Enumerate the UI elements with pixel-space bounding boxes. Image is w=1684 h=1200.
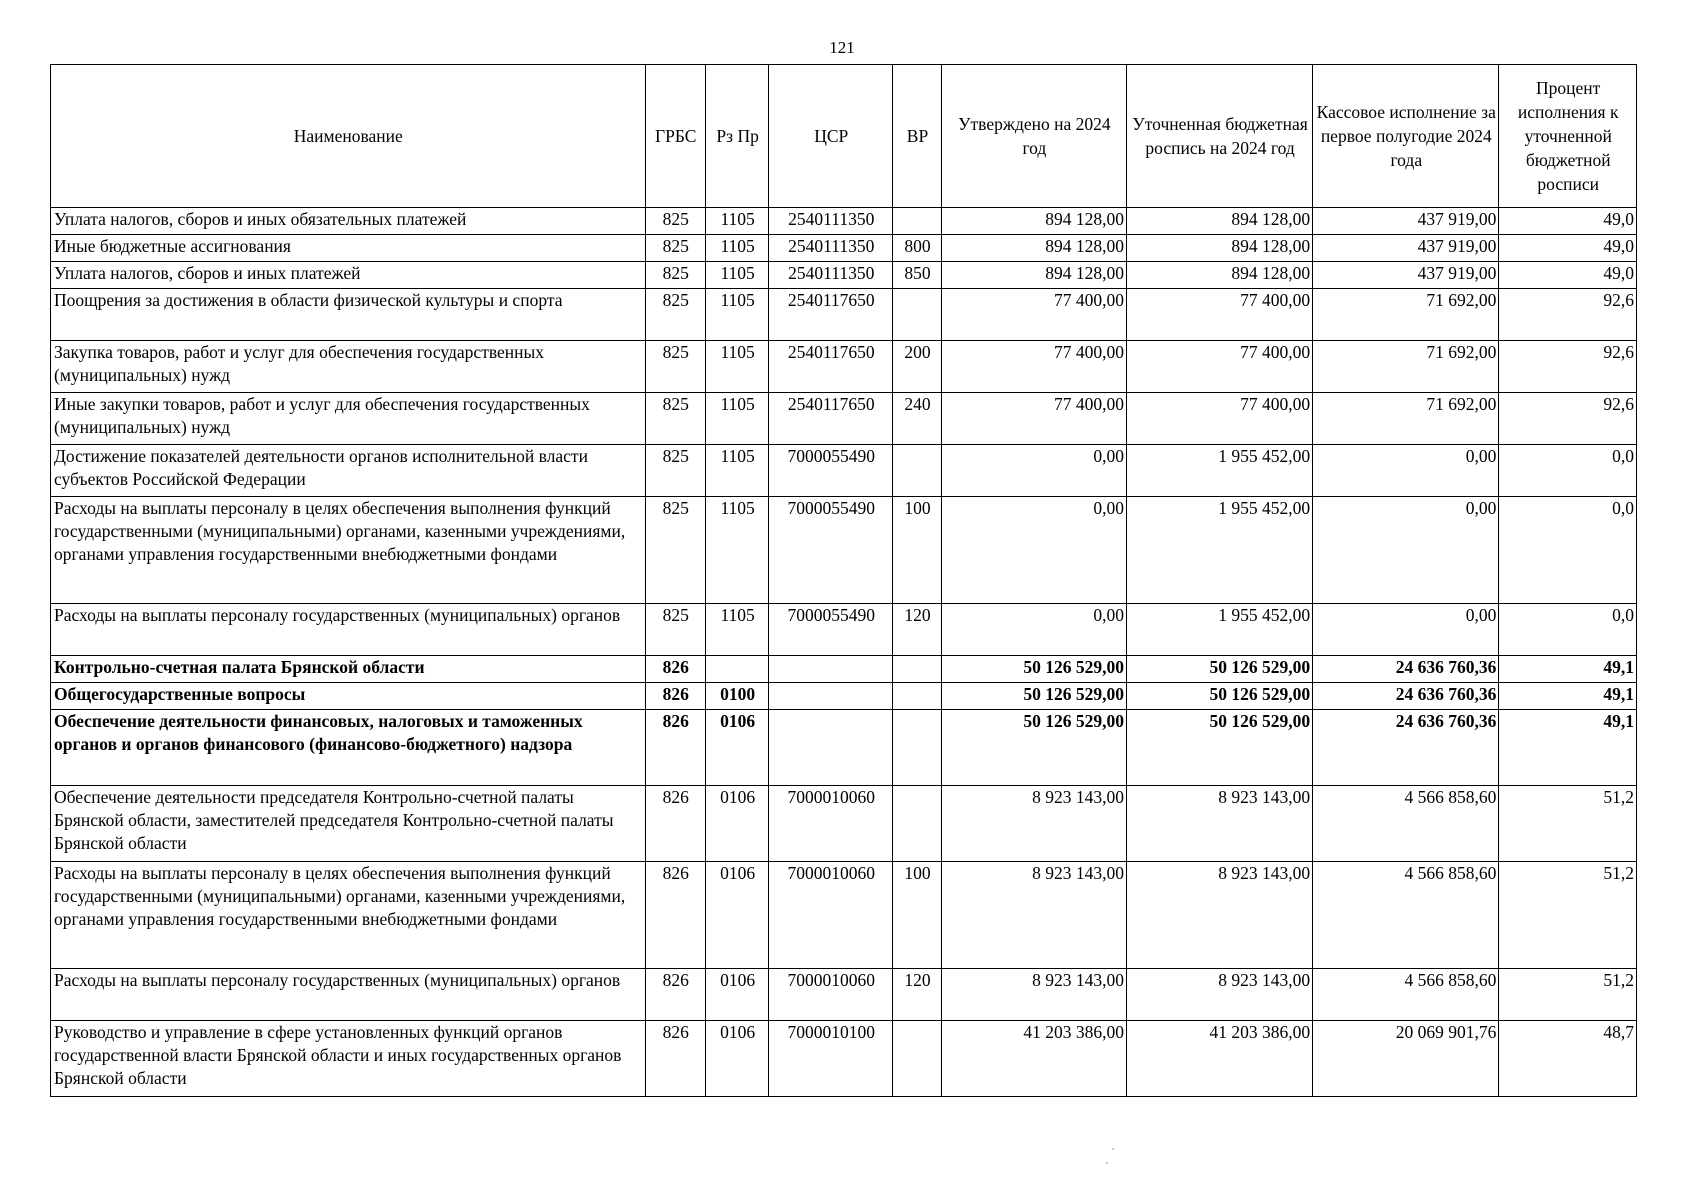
header-rzpr: Рз Пр bbox=[705, 65, 768, 208]
cell-vr bbox=[893, 656, 942, 683]
cell-vr: 800 bbox=[893, 235, 942, 262]
cell-approved: 8 923 143,00 bbox=[941, 786, 1126, 862]
cell-cash: 4 566 858,60 bbox=[1313, 862, 1499, 969]
table-row bbox=[51, 604, 1637, 656]
table-row bbox=[51, 445, 1637, 497]
table-row bbox=[51, 208, 1637, 235]
cell-refined: 50 126 529,00 bbox=[1126, 683, 1312, 710]
cell-approved: 41 203 386,00 bbox=[941, 1021, 1126, 1097]
cell-rzpr: 1105 bbox=[705, 289, 768, 341]
cell-refined: 8 923 143,00 bbox=[1126, 969, 1312, 1021]
cell-percent: 49,1 bbox=[1499, 710, 1637, 786]
cell-grbs: 825 bbox=[645, 604, 705, 656]
cell-approved: 894 128,00 bbox=[941, 262, 1126, 289]
cell-name: Расходы на выплаты персоналу в целях обеспечения выполнения функций государственными (муниципальными) органами, казенными учреждениями, органами управления государственными внебюджетными фондами bbox=[51, 862, 646, 969]
cell-refined: 77 400,00 bbox=[1126, 393, 1312, 445]
cell-cash: 24 636 760,36 bbox=[1313, 656, 1499, 683]
cell-refined: 77 400,00 bbox=[1126, 289, 1312, 341]
cell-name: Иные бюджетные ассигнования bbox=[51, 235, 646, 262]
header-refined: Уточненная бюджетная роспись на 2024 год bbox=[1126, 65, 1312, 208]
cell-grbs: 826 bbox=[645, 683, 705, 710]
cell-name: Контрольно-счетная палата Брянской области bbox=[51, 656, 646, 683]
header-csr: ЦСР bbox=[769, 65, 893, 208]
cell-grbs: 825 bbox=[645, 341, 705, 393]
cell-grbs: 825 bbox=[645, 208, 705, 235]
cell-cash: 24 636 760,36 bbox=[1313, 683, 1499, 710]
table-row bbox=[51, 289, 1637, 341]
cell-csr: 7000010060 bbox=[769, 862, 893, 969]
header-grbs: ГРБС bbox=[645, 65, 705, 208]
cell-vr: 100 bbox=[893, 497, 942, 604]
table-row bbox=[51, 235, 1637, 262]
header-percent: Процент исполнения к уточненной бюджетной росписи bbox=[1499, 65, 1637, 208]
cell-refined: 41 203 386,00 bbox=[1126, 1021, 1312, 1097]
cell-cash: 71 692,00 bbox=[1313, 341, 1499, 393]
header-cash: Кассовое исполнение за первое полугодие 2024 года bbox=[1313, 65, 1499, 208]
cell-csr: 2540111350 bbox=[769, 208, 893, 235]
cell-rzpr: 0106 bbox=[705, 862, 768, 969]
cell-vr: 200 bbox=[893, 341, 942, 393]
cell-refined: 77 400,00 bbox=[1126, 341, 1312, 393]
cell-rzpr: 1105 bbox=[705, 341, 768, 393]
cell-refined: 8 923 143,00 bbox=[1126, 862, 1312, 969]
cell-name: Уплата налогов, сборов и иных обязательных платежей bbox=[51, 208, 646, 235]
cell-percent: 49,1 bbox=[1499, 656, 1637, 683]
cell-csr: 7000055490 bbox=[769, 604, 893, 656]
cell-cash: 20 069 901,76 bbox=[1313, 1021, 1499, 1097]
budget-table bbox=[50, 64, 1637, 1097]
cell-name: Поощрения за достижения в области физической культуры и спорта bbox=[51, 289, 646, 341]
cell-cash: 0,00 bbox=[1313, 604, 1499, 656]
cell-rzpr: 1105 bbox=[705, 235, 768, 262]
cell-grbs: 825 bbox=[645, 262, 705, 289]
cell-rzpr: 0106 bbox=[705, 969, 768, 1021]
cell-rzpr: 1105 bbox=[705, 393, 768, 445]
cell-name: Расходы на выплаты персоналу в целях обеспечения выполнения функций государственными (муниципальными) органами, казенными учреждениями, органами управления государственными внебюджетными фондами bbox=[51, 497, 646, 604]
cell-approved: 0,00 bbox=[941, 604, 1126, 656]
cell-cash: 437 919,00 bbox=[1313, 208, 1499, 235]
cell-refined: 894 128,00 bbox=[1126, 208, 1312, 235]
cell-grbs: 826 bbox=[645, 969, 705, 1021]
cell-percent: 51,2 bbox=[1499, 969, 1637, 1021]
cell-cash: 437 919,00 bbox=[1313, 262, 1499, 289]
cell-approved: 50 126 529,00 bbox=[941, 683, 1126, 710]
cell-csr: 2540111350 bbox=[769, 262, 893, 289]
table-row bbox=[51, 683, 1637, 710]
cell-name: Расходы на выплаты персоналу государственных (муниципальных) органов bbox=[51, 604, 646, 656]
cell-vr bbox=[893, 1021, 942, 1097]
cell-rzpr: 1105 bbox=[705, 262, 768, 289]
cell-refined: 50 126 529,00 bbox=[1126, 710, 1312, 786]
cell-percent: 0,0 bbox=[1499, 445, 1637, 497]
cell-percent: 92,6 bbox=[1499, 341, 1637, 393]
cell-refined: 894 128,00 bbox=[1126, 235, 1312, 262]
cell-csr: 7000010060 bbox=[769, 786, 893, 862]
cell-cash: 71 692,00 bbox=[1313, 289, 1499, 341]
cell-percent: 48,7 bbox=[1499, 1021, 1637, 1097]
page-number: 121 bbox=[829, 38, 855, 57]
cell-name: Руководство и управление в сфере установленных функций органов государственной власти Брянской области и иных государственных органов Брянской области bbox=[51, 1021, 646, 1097]
cell-approved: 77 400,00 bbox=[941, 341, 1126, 393]
cell-csr bbox=[769, 656, 893, 683]
table-row bbox=[51, 262, 1637, 289]
cell-percent: 92,6 bbox=[1499, 393, 1637, 445]
cell-refined: 1 955 452,00 bbox=[1126, 497, 1312, 604]
cell-cash: 0,00 bbox=[1313, 445, 1499, 497]
cell-refined: 894 128,00 bbox=[1126, 262, 1312, 289]
cell-rzpr: 0106 bbox=[705, 1021, 768, 1097]
cell-grbs: 826 bbox=[645, 862, 705, 969]
cell-rzpr: 1105 bbox=[705, 208, 768, 235]
cell-rzpr: 1105 bbox=[705, 445, 768, 497]
cell-grbs: 826 bbox=[645, 786, 705, 862]
table-row bbox=[51, 341, 1637, 393]
cell-rzpr: 1105 bbox=[705, 604, 768, 656]
cell-cash: 0,00 bbox=[1313, 497, 1499, 604]
cell-csr: 7000055490 bbox=[769, 445, 893, 497]
cell-grbs: 825 bbox=[645, 235, 705, 262]
cell-vr: 850 bbox=[893, 262, 942, 289]
cell-name: Расходы на выплаты персоналу государственных (муниципальных) органов bbox=[51, 969, 646, 1021]
cell-refined: 1 955 452,00 bbox=[1126, 604, 1312, 656]
cell-name: Уплата налогов, сборов и иных платежей bbox=[51, 262, 646, 289]
cell-grbs: 825 bbox=[645, 445, 705, 497]
cell-percent: 49,0 bbox=[1499, 235, 1637, 262]
table-row bbox=[51, 969, 1637, 1021]
cell-csr: 2540117650 bbox=[769, 393, 893, 445]
cell-cash: 4 566 858,60 bbox=[1313, 969, 1499, 1021]
cell-vr: 120 bbox=[893, 969, 942, 1021]
cell-cash: 24 636 760,36 bbox=[1313, 710, 1499, 786]
table-row bbox=[51, 497, 1637, 604]
cell-approved: 894 128,00 bbox=[941, 208, 1126, 235]
header-name: Наименование bbox=[51, 65, 646, 208]
cell-vr bbox=[893, 208, 942, 235]
cell-vr bbox=[893, 683, 942, 710]
cell-csr: 7000055490 bbox=[769, 497, 893, 604]
cell-approved: 0,00 bbox=[941, 497, 1126, 604]
table-row bbox=[51, 393, 1637, 445]
cell-vr bbox=[893, 289, 942, 341]
cell-vr bbox=[893, 786, 942, 862]
cell-percent: 49,0 bbox=[1499, 262, 1637, 289]
cell-approved: 8 923 143,00 bbox=[941, 862, 1126, 969]
cell-percent: 0,0 bbox=[1499, 497, 1637, 604]
cell-cash: 4 566 858,60 bbox=[1313, 786, 1499, 862]
cell-csr: 7000010100 bbox=[769, 1021, 893, 1097]
cell-vr bbox=[893, 445, 942, 497]
cell-approved: 77 400,00 bbox=[941, 289, 1126, 341]
cell-rzpr bbox=[705, 656, 768, 683]
table-row bbox=[51, 656, 1637, 683]
cell-refined: 1 955 452,00 bbox=[1126, 445, 1312, 497]
cell-name: Достижение показателей деятельности органов исполнительной власти субъектов Российской Федерации bbox=[51, 445, 646, 497]
header-approved: Утверждено на 2024 год bbox=[941, 65, 1126, 208]
cell-approved: 894 128,00 bbox=[941, 235, 1126, 262]
cell-percent: 92,6 bbox=[1499, 289, 1637, 341]
cell-approved: 0,00 bbox=[941, 445, 1126, 497]
cell-name: Общегосударственные вопросы bbox=[51, 683, 646, 710]
table-body bbox=[51, 208, 1637, 1097]
cell-name: Закупка товаров, работ и услуг для обеспечения государственных (муниципальных) нужд bbox=[51, 341, 646, 393]
table-row bbox=[51, 1021, 1637, 1097]
cell-percent: 49,1 bbox=[1499, 683, 1637, 710]
cell-csr: 7000010060 bbox=[769, 969, 893, 1021]
cell-cash: 437 919,00 bbox=[1313, 235, 1499, 262]
scan-speck bbox=[1106, 1162, 1108, 1164]
cell-percent: 51,2 bbox=[1499, 786, 1637, 862]
cell-grbs: 825 bbox=[645, 393, 705, 445]
cell-approved: 50 126 529,00 bbox=[941, 710, 1126, 786]
cell-csr bbox=[769, 683, 893, 710]
table-row bbox=[51, 862, 1637, 969]
cell-cash: 71 692,00 bbox=[1313, 393, 1499, 445]
cell-approved: 77 400,00 bbox=[941, 393, 1126, 445]
cell-csr: 2540117650 bbox=[769, 289, 893, 341]
cell-rzpr: 0106 bbox=[705, 786, 768, 862]
header-vr: ВР bbox=[893, 65, 942, 208]
table-header-row bbox=[51, 65, 1637, 208]
cell-approved: 8 923 143,00 bbox=[941, 969, 1126, 1021]
cell-csr bbox=[769, 710, 893, 786]
cell-percent: 0,0 bbox=[1499, 604, 1637, 656]
cell-rzpr: 0100 bbox=[705, 683, 768, 710]
cell-name: Иные закупки товаров, работ и услуг для обеспечения государственных (муниципальных) нужд bbox=[51, 393, 646, 445]
cell-grbs: 826 bbox=[645, 656, 705, 683]
cell-grbs: 825 bbox=[645, 497, 705, 604]
cell-vr: 100 bbox=[893, 862, 942, 969]
cell-name: Обеспечение деятельности финансовых, налоговых и таможенных органов и органов финансового (финансово-бюджетного) надзора bbox=[51, 710, 646, 786]
cell-percent: 51,2 bbox=[1499, 862, 1637, 969]
cell-refined: 50 126 529,00 bbox=[1126, 656, 1312, 683]
cell-name: Обеспечение деятельности председателя Контрольно-счетной палаты Брянской области, заместителей председателя Контрольно-счетной палаты Брянской области bbox=[51, 786, 646, 862]
scan-speck bbox=[1112, 1148, 1114, 1150]
cell-rzpr: 1105 bbox=[705, 497, 768, 604]
cell-approved: 50 126 529,00 bbox=[941, 656, 1126, 683]
table-row bbox=[51, 786, 1637, 862]
cell-vr: 120 bbox=[893, 604, 942, 656]
cell-vr bbox=[893, 710, 942, 786]
cell-grbs: 826 bbox=[645, 1021, 705, 1097]
cell-percent: 49,0 bbox=[1499, 208, 1637, 235]
cell-vr: 240 bbox=[893, 393, 942, 445]
cell-grbs: 826 bbox=[645, 710, 705, 786]
cell-grbs: 825 bbox=[645, 289, 705, 341]
table-row bbox=[51, 710, 1637, 786]
cell-csr: 2540117650 bbox=[769, 341, 893, 393]
cell-refined: 8 923 143,00 bbox=[1126, 786, 1312, 862]
cell-rzpr: 0106 bbox=[705, 710, 768, 786]
cell-csr: 2540111350 bbox=[769, 235, 893, 262]
